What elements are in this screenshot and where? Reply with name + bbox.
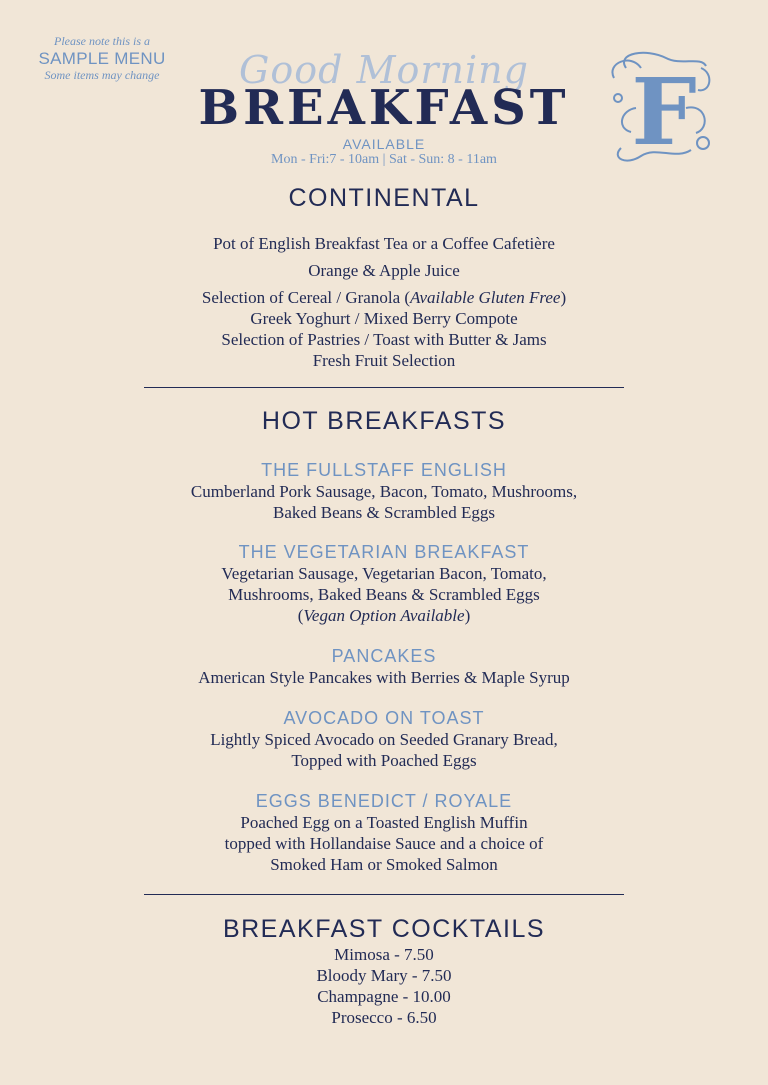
monogram-logo — [606, 48, 716, 168]
menu-item-name: PANCAKES — [331, 646, 437, 666]
menu-item-desc: Mushrooms, Baked Beans & Scrambled Eggs — [228, 585, 540, 604]
section-divider — [144, 387, 624, 388]
continental-line-2: Orange & Apple Juice — [308, 261, 460, 280]
sample-menu-label: SAMPLE MENU — [38, 49, 166, 68]
cocktail-item: Bloody Mary - 7.50 — [316, 966, 452, 985]
menu-item-desc: Vegetarian Sausage, Vegetarian Bacon, Tomato, — [221, 564, 547, 583]
available-label: AVAILABLE — [342, 136, 426, 152]
vegan-note-close: ) — [464, 606, 471, 625]
cocktail-item: Prosecco - 6.50 — [331, 1008, 437, 1027]
cocktails-section — [0, 915, 768, 1028]
menu-item-desc: Baked Beans & Scrambled Eggs — [273, 503, 495, 522]
page-title: BREAKFAST — [198, 80, 570, 136]
continental-line-3-text: Selection of Cereal / Granola ( — [201, 288, 411, 307]
cocktails-heading: BREAKFAST COCKTAILS — [222, 915, 546, 943]
greeting-script: Good Morning — [239, 48, 529, 92]
menu-item-desc: Poached Egg on a Toasted English Muffin — [240, 813, 528, 832]
menu-item-desc: Smoked Ham or Smoked Salmon — [270, 855, 498, 874]
hot-breakfasts-section — [0, 407, 768, 436]
notice-line-1: Please note this is a — [54, 34, 150, 48]
continental-line-3-close: ) — [560, 288, 567, 307]
menu-item-desc: Lightly Spiced Avocado on Seeded Granary Bread, — [210, 730, 558, 749]
menu-item-name: THE VEGETARIAN BREAKFAST — [238, 542, 530, 562]
hot-breakfasts-heading: HOT BREAKFASTS — [261, 407, 507, 435]
menu-item-name: THE FULLSTAFF ENGLISH — [261, 460, 507, 480]
vegan-note-open: ( — [297, 606, 304, 625]
continental-line-4: Greek Yoghurt / Mixed Berry Compote — [250, 309, 518, 328]
menu-item — [0, 707, 768, 771]
continental-line-6: Fresh Fruit Selection — [312, 351, 456, 370]
vegan-note — [0, 605, 768, 626]
continental-line-5: Selection of Pastries / Toast with Butter & Jams — [221, 330, 547, 349]
section-divider — [144, 894, 624, 895]
monogram-letter: F — [631, 58, 697, 166]
menu-item — [0, 790, 768, 875]
opening-hours: Mon - Fri:7 - 10am | Sat - Sun: 8 - 11am — [271, 152, 497, 167]
continental-line-3 — [0, 287, 768, 308]
menu-item-desc: topped with Hollandaise Sauce and a choice of — [224, 834, 544, 853]
menu-item-desc: American Style Pancakes with Berries & Maple Syrup — [198, 668, 570, 687]
cocktail-item: Champagne - 10.00 — [317, 987, 451, 1006]
notice-line-3: Some items may change — [44, 68, 160, 82]
continental-line-1: Pot of English Breakfast Tea or a Coffee Cafetière — [213, 234, 555, 253]
cocktail-item: Mimosa - 7.50 — [334, 945, 434, 964]
gluten-free-note: Available Gluten Free — [410, 288, 561, 307]
menu-item-name: AVOCADO ON TOAST — [283, 708, 485, 728]
continental-heading: CONTINENTAL — [288, 184, 480, 212]
menu-item-name: EGGS BENEDICT / ROYALE — [255, 791, 513, 811]
vegan-note-text: Vegan Option Available — [303, 606, 465, 625]
menu-item-desc: Topped with Poached Eggs — [291, 751, 477, 770]
menu-item-desc: Cumberland Pork Sausage, Bacon, Tomato, Mushrooms, — [190, 482, 578, 501]
menu-item — [0, 645, 768, 688]
menu-item — [0, 459, 768, 523]
continental-section — [0, 184, 768, 371]
menu-item — [0, 541, 768, 626]
